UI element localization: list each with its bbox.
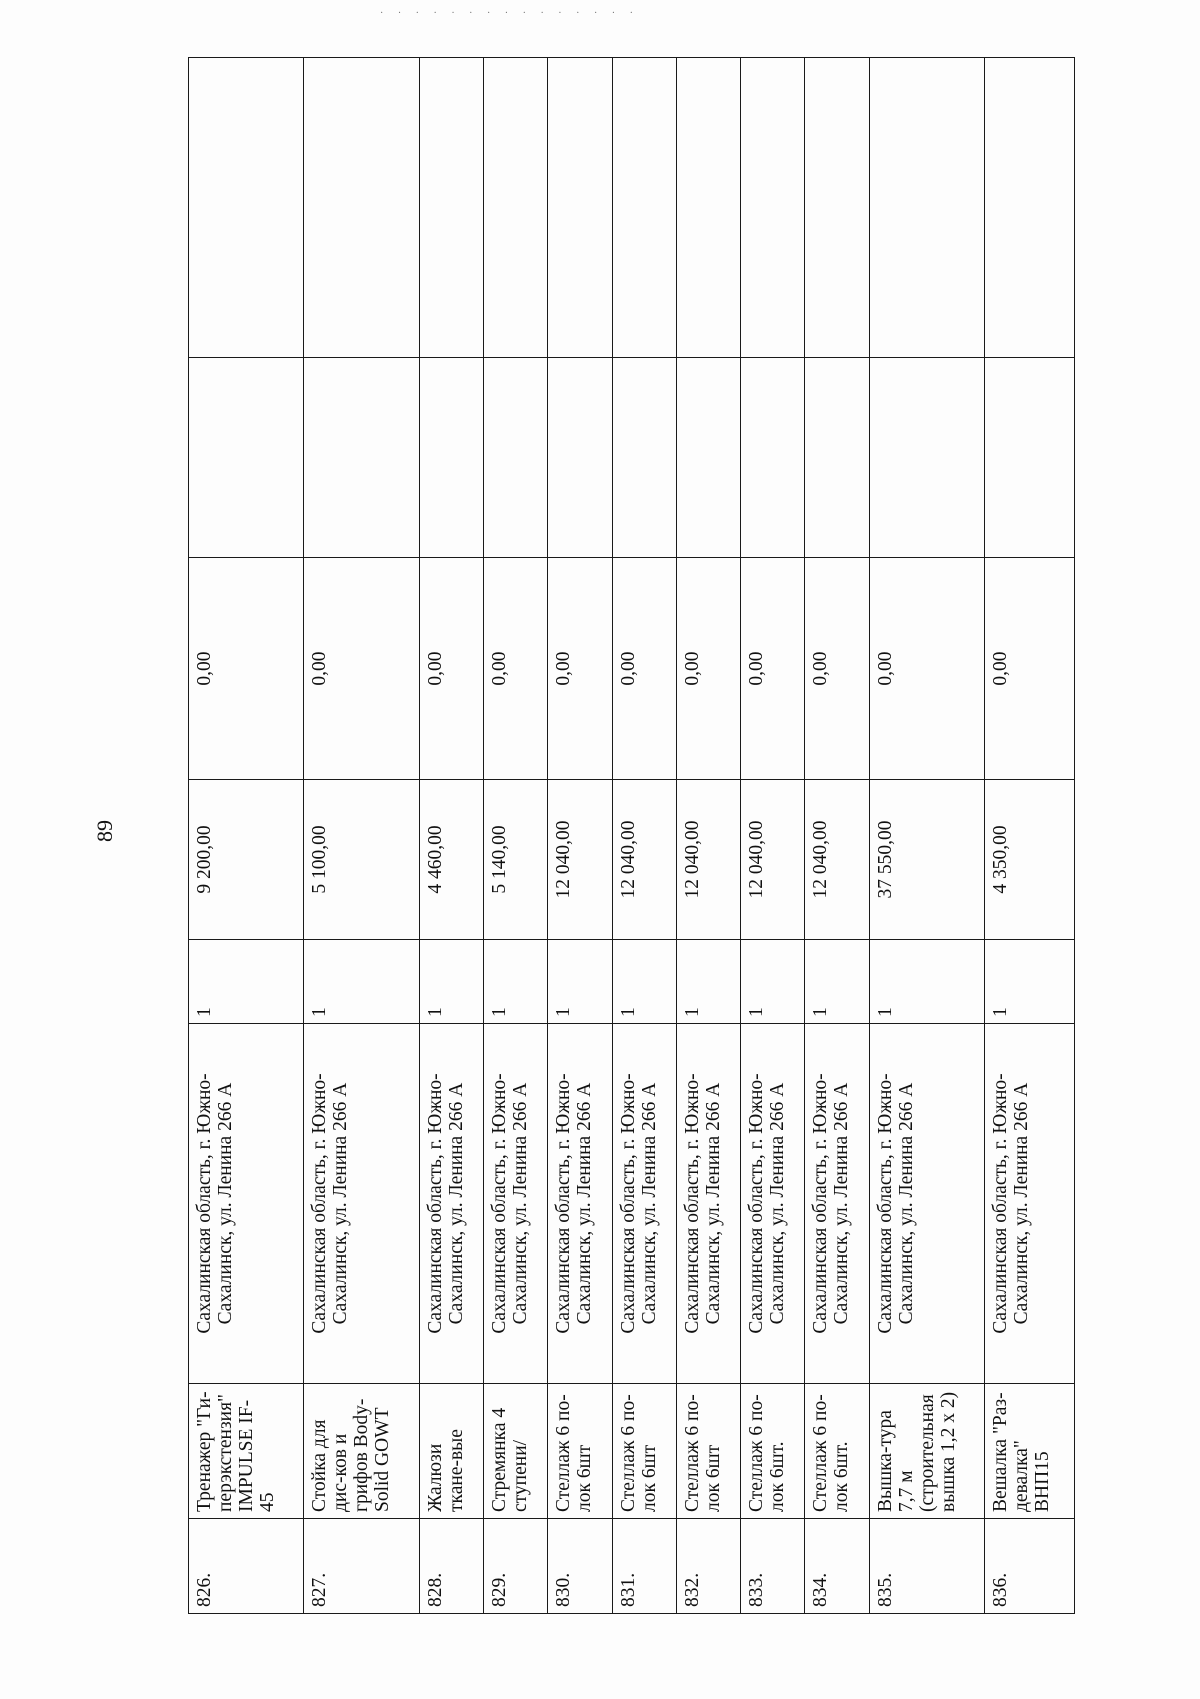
item-residual-value: 0,00: [676, 558, 740, 780]
item-residual-value: 0,00: [419, 558, 483, 780]
item-residual-value: 0,00: [189, 558, 304, 780]
item-residual-value: 0,00: [483, 558, 547, 780]
row-number: 830.: [548, 1519, 612, 1614]
empty-cell: [869, 58, 984, 358]
empty-cell: [189, 58, 304, 358]
item-cost: 12 040,00: [612, 780, 676, 940]
empty-cell: [612, 358, 676, 558]
empty-cell: [419, 58, 483, 358]
item-name: Стеллаж 6 по-лок 6шт: [548, 1384, 612, 1519]
empty-cell: [676, 58, 740, 358]
inventory-table: [188, 57, 1075, 1614]
item-residual-value: 0,00: [805, 558, 869, 780]
item-cost: 12 040,00: [805, 780, 869, 940]
table-row: [189, 58, 304, 1614]
empty-cell: [483, 358, 547, 558]
item-address: Сахалинская область, г. Южно-Сахалинск, ул. Ленина 266 А: [189, 1024, 304, 1384]
row-number: 827.: [304, 1519, 419, 1614]
table-row: [304, 58, 419, 1614]
item-quantity: 1: [189, 940, 304, 1024]
item-name: Вышка-тура 7,7 м (строительная вышка 1,2 х 2): [869, 1384, 984, 1519]
empty-cell: [985, 358, 1075, 558]
item-address: Сахалинская область, г. Южно-Сахалинск, ул. Ленина 266 А: [612, 1024, 676, 1384]
item-quantity: 1: [483, 940, 547, 1024]
empty-cell: [548, 58, 612, 358]
item-cost: 9 200,00: [189, 780, 304, 940]
item-quantity: 1: [676, 940, 740, 1024]
item-address: Сахалинская область, г. Южно-Сахалинск, ул. Ленина 266 А: [676, 1024, 740, 1384]
empty-cell: [304, 358, 419, 558]
item-residual-value: 0,00: [548, 558, 612, 780]
table-row: [985, 58, 1075, 1614]
table-row: [676, 58, 740, 1614]
empty-cell: [676, 358, 740, 558]
row-number: 829.: [483, 1519, 547, 1614]
item-cost: 12 040,00: [741, 780, 805, 940]
row-number: 832.: [676, 1519, 740, 1614]
empty-cell: [419, 358, 483, 558]
item-cost: 4 460,00: [419, 780, 483, 940]
item-residual-value: 0,00: [304, 558, 419, 780]
item-quantity: 1: [612, 940, 676, 1024]
table-row: [483, 58, 547, 1614]
page-number: 89: [92, 820, 117, 842]
empty-cell: [548, 358, 612, 558]
empty-cell: [304, 58, 419, 358]
item-quantity: 1: [548, 940, 612, 1024]
table-row: [741, 58, 805, 1614]
table-body: [189, 58, 1075, 1614]
item-cost: 5 100,00: [304, 780, 419, 940]
item-quantity: 1: [805, 940, 869, 1024]
item-cost: 12 040,00: [676, 780, 740, 940]
row-number: 826.: [189, 1519, 304, 1614]
item-quantity: 1: [985, 940, 1075, 1024]
item-residual-value: 0,00: [985, 558, 1075, 780]
row-number: 834.: [805, 1519, 869, 1614]
item-name: Стойка для дис-ков и грифов Body-Solid GOWT: [304, 1384, 419, 1519]
row-number: 835.: [869, 1519, 984, 1614]
empty-cell: [805, 358, 869, 558]
item-name: Стремянка 4 ступени/: [483, 1384, 547, 1519]
empty-cell: [869, 358, 984, 558]
item-residual-value: 0,00: [741, 558, 805, 780]
item-cost: 4 350,00: [985, 780, 1075, 940]
item-name: Вешалка "Раз-девалка" ВНП15: [985, 1384, 1075, 1519]
item-residual-value: 0,00: [869, 558, 984, 780]
empty-cell: [741, 58, 805, 358]
table-row: [612, 58, 676, 1614]
scan-header-artifact: · · · · · · · · · · · · · · ·: [380, 8, 639, 19]
item-address: Сахалинская область, г. Южно-Сахалинск, ул. Ленина 266 А: [548, 1024, 612, 1384]
item-quantity: 1: [741, 940, 805, 1024]
item-name: Стеллаж 6 по-лок 6шт.: [805, 1384, 869, 1519]
item-address: Сахалинская область, г. Южно-Сахалинск, ул. Ленина 266 А: [304, 1024, 419, 1384]
item-address: Сахалинская область, г. Южно-Сахалинск, ул. Ленина 266 А: [985, 1024, 1075, 1384]
empty-cell: [741, 358, 805, 558]
item-cost: 37 550,00: [869, 780, 984, 940]
item-cost: 12 040,00: [548, 780, 612, 940]
table-row: [419, 58, 483, 1614]
item-name: Стеллаж 6 по-лок 6шт: [612, 1384, 676, 1519]
item-name: Стеллаж 6 по-лок 6шт: [676, 1384, 740, 1519]
item-address: Сахалинская область, г. Южно-Сахалинск, ул. Ленина 266 А: [805, 1024, 869, 1384]
empty-cell: [805, 58, 869, 358]
item-address: Сахалинская область, г. Южно-Сахалинск, ул. Ленина 266 А: [419, 1024, 483, 1384]
item-name: Стеллаж 6 по-лок 6шт.: [741, 1384, 805, 1519]
table-row: [869, 58, 984, 1614]
item-name: Жалюзи ткане-вые: [419, 1384, 483, 1519]
row-number: 836.: [985, 1519, 1075, 1614]
table-row: [805, 58, 869, 1614]
empty-cell: [483, 58, 547, 358]
row-number: 833.: [741, 1519, 805, 1614]
item-quantity: 1: [304, 940, 419, 1024]
table-row: [548, 58, 612, 1614]
item-cost: 5 140,00: [483, 780, 547, 940]
item-address: Сахалинская область, г. Южно-Сахалинск, ул. Ленина 266 А: [741, 1024, 805, 1384]
item-quantity: 1: [869, 940, 984, 1024]
empty-cell: [612, 58, 676, 358]
item-residual-value: 0,00: [612, 558, 676, 780]
row-number: 831.: [612, 1519, 676, 1614]
item-name: Тренажер "Ги-перэкстензия" IMPULSE IF-45: [189, 1384, 304, 1519]
item-address: Сахалинская область, г. Южно-Сахалинск, ул. Ленина 266 А: [483, 1024, 547, 1384]
row-number: 828.: [419, 1519, 483, 1614]
empty-cell: [985, 58, 1075, 358]
item-address: Сахалинская область, г. Южно-Сахалинск, ул. Ленина 266 А: [869, 1024, 984, 1384]
inventory-table-rotated: [188, 58, 1075, 1614]
item-quantity: 1: [419, 940, 483, 1024]
empty-cell: [189, 358, 304, 558]
